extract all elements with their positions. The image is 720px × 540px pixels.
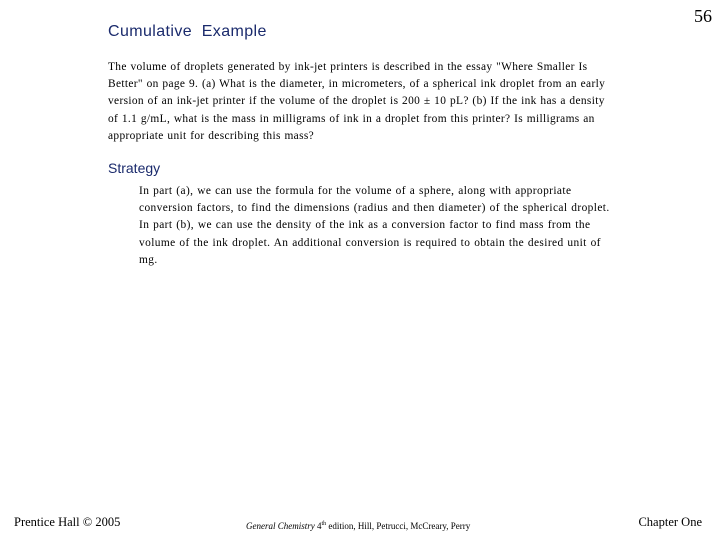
strategy-text: In part (a), we can use the formula for the volume of a sphere, along with appropriate conversion factors, to find the dimensions (radius and then diameter) of the spherical droplet. In part (b), we can use the density of the ink as a conversion factor to find mass from the volume of the ink droplet. An additional conversion is required to obtain the desired unit of mg.: [139, 185, 610, 266]
footer-edition-suffix: th: [321, 521, 327, 527]
strategy-heading: Strategy: [108, 160, 161, 176]
footer-publisher: Prentice Hall © 2005: [14, 515, 121, 529]
footer-chapter: Chapter One: [638, 515, 702, 529]
slide-title: Cumulative Example: [108, 23, 267, 40]
footer-citation: [246, 521, 470, 531]
page-number: 56: [694, 6, 712, 26]
problem-text: The volume of droplets generated by ink-jet printers is described in the essay "Where Smaller Is Better" on page 9. (a) What is the diameter, in micrometers, of a spherical ink droplet from an early version of an ink-jet printer if the volume of the droplet is 200 ± 10 pL? (b) If the ink has a density of 1.1 g/mL, what is the mass in milligrams of ink in a droplet from this printer? Is milligrams an appropriate unit for describing this mass?: [108, 61, 606, 142]
footer-book-title: General Chemistry: [246, 521, 315, 531]
footer-edition-rest: edition, Hill, Petrucci, McCreary, Perry: [326, 521, 471, 531]
footer-edition-number: 4: [317, 521, 322, 531]
